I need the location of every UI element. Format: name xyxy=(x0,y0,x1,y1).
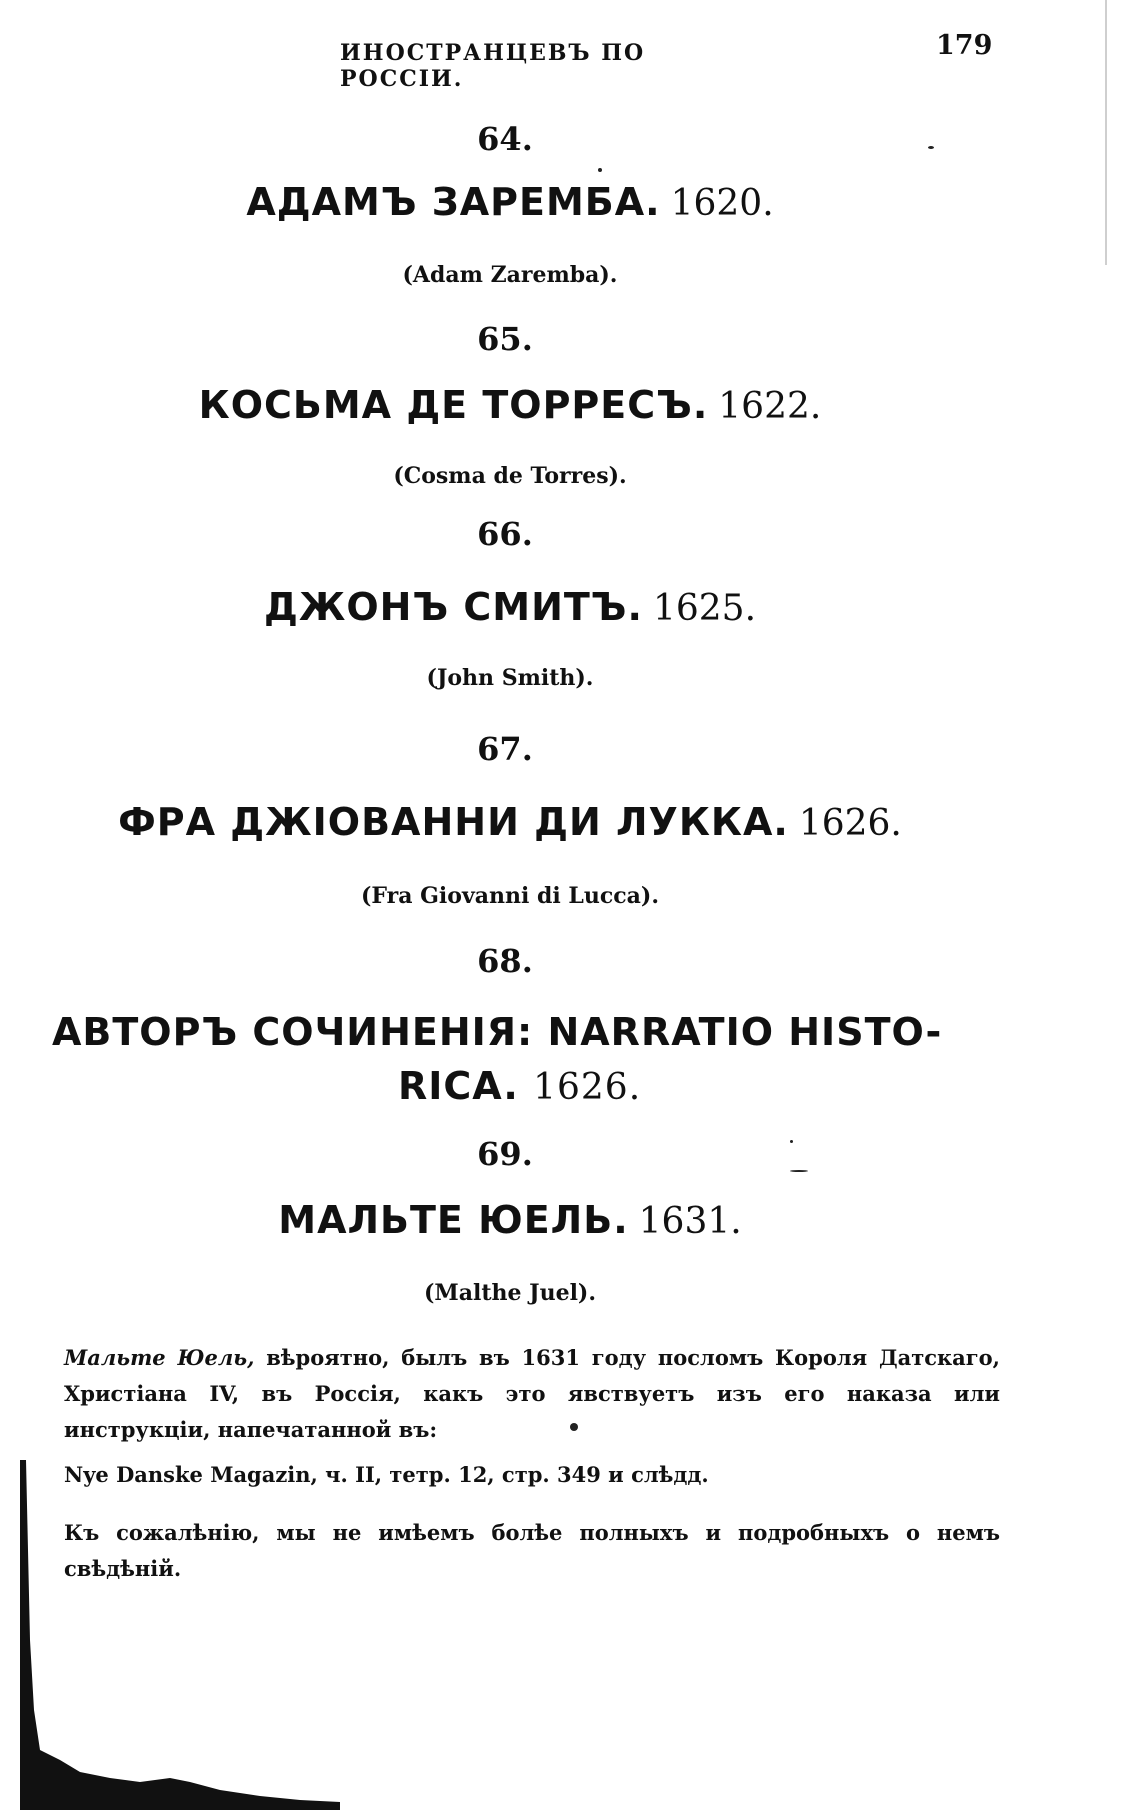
entry-name: МАЛЬТЕ ЮЕЛЬ. xyxy=(278,1198,629,1242)
entry-heading xyxy=(0,383,1020,427)
entry-name: ФРА ДЖІОВАННИ ДИ ЛУККА. xyxy=(118,800,789,844)
entry-number: 65. xyxy=(477,320,533,358)
entry-year: 1631. xyxy=(638,1201,742,1242)
scan-speck xyxy=(598,168,602,172)
entry-heading xyxy=(52,1005,1012,1115)
entry-latin-name: (Fra Giovanni di Lucca). xyxy=(361,883,659,909)
entry-name: КОСЬМА ДЕ ТОРРЕСЪ. xyxy=(198,383,709,427)
entry-year: 1620. xyxy=(670,183,774,224)
entry-year: 1626. xyxy=(798,803,902,844)
scan-speck xyxy=(790,1140,793,1143)
entry-latin-name: (Adam Zaremba). xyxy=(402,262,618,288)
entry-year: 1626. xyxy=(533,1067,642,1108)
entry-heading xyxy=(0,1198,1020,1242)
entry-latin-name: (Malthe Juel). xyxy=(423,1280,596,1306)
entry-latin-name: (John Smith). xyxy=(426,665,594,691)
entry-year: 1625. xyxy=(652,588,757,629)
entry-name: ДЖОНЪ СМИТЪ. xyxy=(263,585,643,629)
scan-speck xyxy=(928,146,934,149)
entry-number: 69. xyxy=(477,1135,533,1173)
scan-speck xyxy=(790,1170,808,1172)
entry-number: 67. xyxy=(477,730,533,768)
body-italic-name: Мальте Юель, xyxy=(64,1345,255,1370)
scan-speck xyxy=(570,1423,578,1431)
entry-name-line1: АВТОРЪ СОЧИНЕНІЯ: NARRATIO HISTO- xyxy=(52,1010,943,1054)
entry-heading xyxy=(0,180,1020,224)
entry-name-line2: RICA. xyxy=(398,1064,519,1108)
entry-heading xyxy=(0,585,1020,629)
entry-number: 68. xyxy=(477,942,533,980)
entry-year: 1622. xyxy=(718,386,822,427)
entry-latin-name: (Cosma de Torres). xyxy=(393,463,627,489)
page-number: 179 xyxy=(936,30,993,61)
entry-name: АДАМЪ ЗАРЕМБА. xyxy=(246,180,661,224)
body-paragraph: Къ сожалѣнію, мы не имѣемъ болѣе полныхъ и подробныхъ о немъ свѣдѣній. xyxy=(64,1520,1000,1581)
scan-shadow xyxy=(20,1460,340,1810)
page-edge-rule xyxy=(1105,0,1107,265)
body-citation: Nye Danske Magazin, ч. II, тетр. 12, стр. 349 и слѣдд. xyxy=(64,1462,709,1487)
body-text: вѣроятно, былъ въ 1631 году посломъ Короля Датскаго, Христіана IV, въ Россія, какъ это явствуетъ изъ его наказа или инструкціи, напечатанной въ: xyxy=(64,1345,1000,1442)
running-head: ИНОСТРАНЦЕВЪ ПО РОССІИ. xyxy=(340,40,646,92)
body-paragraph xyxy=(64,1340,1000,1448)
entry-number: 64. xyxy=(477,120,533,158)
entry-number: 66. xyxy=(477,515,533,553)
entry-heading xyxy=(0,800,1020,844)
entry-heading-line2 xyxy=(52,1059,1012,1115)
